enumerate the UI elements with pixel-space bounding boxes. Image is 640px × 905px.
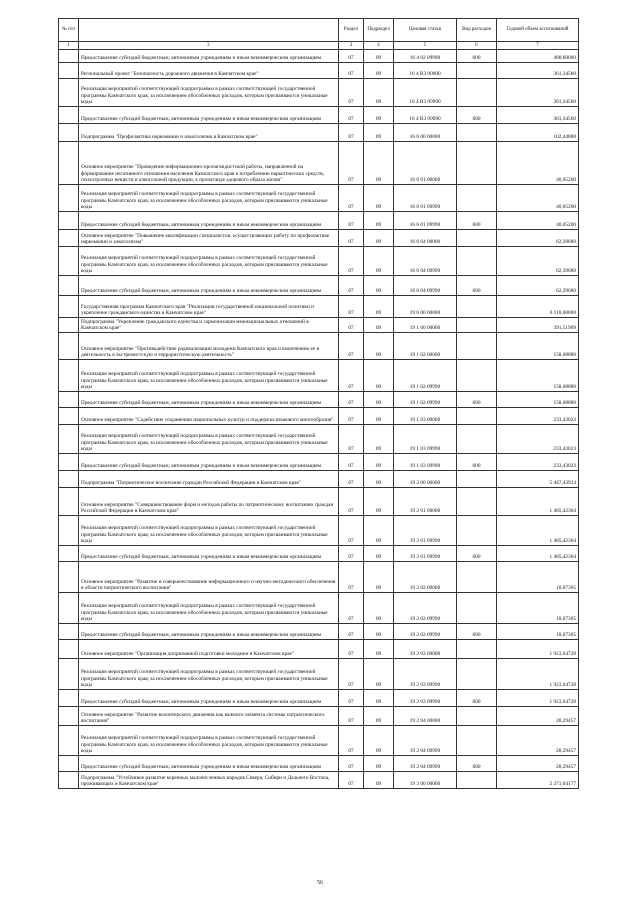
table-row <box>59 659 579 690</box>
sum-cell: 158,08886 <box>497 333 579 360</box>
num-cell <box>59 230 79 247</box>
razdel-cell: 07 <box>339 142 364 185</box>
sum-cell: 158,08886 <box>497 392 579 408</box>
vr-cell <box>457 408 497 425</box>
podrazdel-cell: 09 <box>364 142 394 185</box>
column-number: 5 <box>394 42 457 50</box>
table-row <box>59 690 579 707</box>
table-row <box>59 333 579 360</box>
sum-cell: 233,43023 <box>497 454 579 471</box>
name-cell: Основное мероприятие "Развитие и совершенствование информационного и научно-методического обеспечения в области патриотического воспитания" <box>79 562 339 593</box>
vr-cell: 600 <box>457 756 497 772</box>
vr-cell <box>457 333 497 360</box>
name-cell: Реализация мероприятий соответствующей подпрограммы в рамках соответствующей государственной программы Камчатского края, за исключением обособленных расходов, которым присваиваются уникальные коды <box>79 593 339 624</box>
num-cell <box>59 593 79 624</box>
razdel-cell: 07 <box>339 408 364 425</box>
vr-cell <box>457 772 497 789</box>
podrazdel-cell: 09 <box>364 640 394 659</box>
table-row <box>59 624 579 640</box>
podrazdel-cell: 09 <box>364 425 394 454</box>
column-number: 2 <box>79 42 339 50</box>
csr-cell: 19 1 00 00000 <box>394 318 457 333</box>
budget-table <box>58 18 579 789</box>
table-row <box>59 107 579 124</box>
razdel-cell: 07 <box>339 454 364 471</box>
name-cell: Региональный проект "Безопасность дорожного движения в Камчатском крае" <box>79 63 339 79</box>
table-header-row <box>59 19 579 42</box>
razdel-cell: 07 <box>339 562 364 593</box>
name-cell: Основное мероприятие "Развитие волонтерского движения как важного элемента системы патриотического воспитания" <box>79 707 339 726</box>
csr-cell: 19 2 02 00000 <box>394 562 457 593</box>
table-row <box>59 318 579 333</box>
sum-cell: 10,07365 <box>497 624 579 640</box>
name-cell: Реализация мероприятий соответствующей подпрограммы в рамках соответствующей государственной программы Камчатского края, за исключением обособленных расходов, которым присваиваются уникальные коды <box>79 726 339 756</box>
table-row <box>59 425 579 454</box>
csr-cell: 16 4 R3 09990 <box>394 107 457 124</box>
sum-cell: 233,43023 <box>497 408 579 425</box>
num-cell <box>59 107 79 124</box>
name-cell: Основное мероприятие "Совершенствование форм и методов работы по патриотическому воспитанию граждан Российской Федерации в Камчатском крае" <box>79 488 339 516</box>
razdel-cell: 07 <box>339 124 364 142</box>
podrazdel-cell: 09 <box>364 247 394 276</box>
num-cell <box>59 318 79 333</box>
num-cell <box>59 488 79 516</box>
column-number: 3 <box>339 42 364 50</box>
csr-cell: 19 1 02 09990 <box>394 392 457 408</box>
table-row <box>59 756 579 772</box>
name-cell: Предоставление субсидий бюджетным, автономным учреждениям и иным некоммерческим организациям <box>79 756 339 772</box>
vr-cell <box>457 593 497 624</box>
vr-cell <box>457 247 497 276</box>
razdel-cell: 07 <box>339 471 364 488</box>
num-cell <box>59 772 79 789</box>
num-cell <box>59 124 79 142</box>
razdel-cell: 07 <box>339 546 364 562</box>
razdel-cell: 07 <box>339 296 364 318</box>
name-cell: Предоставление субсидий бюджетным, автономным учреждениям и иным некоммерческим организациям <box>79 107 339 124</box>
sum-cell: 1 485,42364 <box>497 516 579 546</box>
vr-cell <box>457 185 497 212</box>
num-cell <box>59 360 79 392</box>
num-cell <box>59 408 79 425</box>
name-cell: Предоставление субсидий бюджетным, автономным учреждениям и иным некоммерческим организациям <box>79 454 339 471</box>
name-cell: Реализация мероприятий соответствующей подпрограммы в рамках соответствующей государственной программы Камчатского края, за исключением обособленных расходов, которым присваиваются уникальные коды <box>79 79 339 107</box>
razdel-cell: 07 <box>339 63 364 79</box>
num-cell <box>59 392 79 408</box>
table-row <box>59 63 579 79</box>
table-row <box>59 640 579 659</box>
razdel-cell: 07 <box>339 488 364 516</box>
sum-cell: 158,08886 <box>497 360 579 392</box>
razdel-cell: 07 <box>339 772 364 789</box>
csr-cell: 16 6 04 09990 <box>394 247 457 276</box>
name-cell: Предоставление субсидий бюджетным, автономным учреждениям и иным некоммерческим организациям <box>79 50 339 63</box>
sum-cell: 28,29457 <box>497 726 579 756</box>
vr-cell <box>457 726 497 756</box>
header-podrazdel: Подраздел <box>364 19 394 42</box>
header-name <box>79 19 339 42</box>
table-row <box>59 124 579 142</box>
num-cell <box>59 333 79 360</box>
vr-cell <box>457 79 497 107</box>
vr-cell <box>457 360 497 392</box>
num-cell <box>59 50 79 63</box>
column-number-row <box>59 42 579 50</box>
sum-cell: 62,39680 <box>497 276 579 296</box>
table-row <box>59 79 579 107</box>
podrazdel-cell: 09 <box>364 488 394 516</box>
podrazdel-cell: 09 <box>364 392 394 408</box>
table-row <box>59 488 579 516</box>
razdel-cell: 07 <box>339 690 364 707</box>
razdel-cell: 07 <box>339 726 364 756</box>
vr-cell: 600 <box>457 454 497 471</box>
header-csr: Целевая статья <box>394 19 457 42</box>
razdel-cell: 07 <box>339 50 364 63</box>
razdel-cell: 07 <box>339 516 364 546</box>
sum-cell: 1 923,64728 <box>497 659 579 690</box>
vr-cell <box>457 488 497 516</box>
table-row <box>59 230 579 247</box>
vr-cell: 600 <box>457 50 497 63</box>
header-num: № п/п <box>59 19 79 42</box>
vr-cell <box>457 659 497 690</box>
table-row <box>59 471 579 488</box>
razdel-cell: 07 <box>339 756 364 772</box>
razdel-cell: 07 <box>339 624 364 640</box>
sum-cell: 1 923,64728 <box>497 690 579 707</box>
csr-cell: 16 4 R3 09990 <box>394 79 457 107</box>
table-row <box>59 726 579 756</box>
csr-cell: 19 1 02 00000 <box>394 333 457 360</box>
name-cell: Основное мероприятие "Содействие сохранению национальных культур и поддержка языкового многообразия" <box>79 408 339 425</box>
vr-cell: 600 <box>457 624 497 640</box>
csr-cell: 16 6 04 00000 <box>394 230 457 247</box>
num-cell <box>59 79 79 107</box>
podrazdel-cell: 09 <box>364 79 394 107</box>
podrazdel-cell: 09 <box>364 707 394 726</box>
podrazdel-cell: 09 <box>364 124 394 142</box>
name-cell: Подпрограмма "Патриотическое воспитание граждан Российской Федерации в Камчатском крае" <box>79 471 339 488</box>
csr-cell: 16 6 01 09990 <box>394 185 457 212</box>
num-cell <box>59 471 79 488</box>
name-cell: Основное мероприятие "Противодействие радикализации молодежи Камчатского края и вовлечению ее в деятельность в экстремистскую и террористическую деятельность" <box>79 333 339 360</box>
vr-cell: 600 <box>457 690 497 707</box>
csr-cell: 19 2 04 00000 <box>394 707 457 726</box>
table-row <box>59 185 579 212</box>
podrazdel-cell: 09 <box>364 516 394 546</box>
vr-cell: 600 <box>457 546 497 562</box>
podrazdel-cell: 09 <box>364 333 394 360</box>
num-cell <box>59 425 79 454</box>
sum-cell: 28,29457 <box>497 707 579 726</box>
num-cell <box>59 185 79 212</box>
csr-cell: 16 4 R3 00000 <box>394 63 457 79</box>
name-cell: Предоставление субсидий бюджетным, автономным учреждениям и иным некоммерческим организациям <box>79 276 339 296</box>
csr-cell: 19 3 00 00000 <box>394 772 457 789</box>
table-row <box>59 546 579 562</box>
sum-cell: 10,07365 <box>497 562 579 593</box>
vr-cell <box>457 124 497 142</box>
name-cell: Реализация мероприятий соответствующей подпрограммы в рамках соответствующей государственной программы Камчатского края, за исключением обособленных расходов, которым присваиваются уникальные коды <box>79 185 339 212</box>
num-cell <box>59 546 79 562</box>
podrazdel-cell: 09 <box>364 471 394 488</box>
num-cell <box>59 454 79 471</box>
name-cell: Подпрограмма "Укрепление гражданского единства и гармонизация межнациональных отношений в Камчатском крае" <box>79 318 339 333</box>
podrazdel-cell: 09 <box>364 230 394 247</box>
vr-cell: 600 <box>457 276 497 296</box>
table-row <box>59 454 579 471</box>
table-row <box>59 707 579 726</box>
podrazdel-cell: 09 <box>364 546 394 562</box>
sum-cell: 6 110,00000 <box>497 296 579 318</box>
razdel-cell: 07 <box>339 185 364 212</box>
razdel-cell: 07 <box>339 247 364 276</box>
podrazdel-cell: 09 <box>364 63 394 79</box>
num-cell <box>59 276 79 296</box>
razdel-cell: 07 <box>339 212 364 230</box>
name-cell: Реализация мероприятий соответствующей подпрограммы в рамках соответствующей государственной программы Камчатского края, за исключением обособленных расходов, которым присваиваются уникальные коды <box>79 659 339 690</box>
podrazdel-cell: 09 <box>364 454 394 471</box>
csr-cell: 16 4 02 09990 <box>394 50 457 63</box>
sum-cell: 1 923,64728 <box>497 640 579 659</box>
podrazdel-cell: 09 <box>364 772 394 789</box>
page-number: 56 <box>317 880 323 886</box>
razdel-cell: 07 <box>339 392 364 408</box>
podrazdel-cell: 09 <box>364 593 394 624</box>
name-cell: Предоставление субсидий бюджетным, автономным учреждениям и иным некоммерческим организациям <box>79 624 339 640</box>
sum-cell: 361,34560 <box>497 79 579 107</box>
csr-cell: 19 2 03 09990 <box>394 690 457 707</box>
podrazdel-cell: 09 <box>364 690 394 707</box>
sum-cell: 1 485,42364 <box>497 546 579 562</box>
razdel-cell: 07 <box>339 107 364 124</box>
num-cell <box>59 63 79 79</box>
num-cell <box>59 640 79 659</box>
podrazdel-cell: 09 <box>364 659 394 690</box>
num-cell <box>59 516 79 546</box>
podrazdel-cell: 09 <box>364 296 394 318</box>
num-cell <box>59 756 79 772</box>
vr-cell <box>457 63 497 79</box>
sum-cell: 233,43023 <box>497 425 579 454</box>
vr-cell: 600 <box>457 107 497 124</box>
csr-cell: 19 2 01 09990 <box>394 516 457 546</box>
name-cell: Государственная программа Камчатского края "Реализация государственной национальной политики и укрепление гражданского единства в Камчатском крае" <box>79 296 339 318</box>
razdel-cell: 07 <box>339 593 364 624</box>
vr-cell <box>457 296 497 318</box>
vr-cell <box>457 640 497 659</box>
podrazdel-cell: 09 <box>364 360 394 392</box>
podrazdel-cell: 09 <box>364 318 394 333</box>
sum-cell: 361,34560 <box>497 107 579 124</box>
table-row <box>59 392 579 408</box>
name-cell: Реализация мероприятий соответствующей подпрограммы в рамках соответствующей государственной программы Камчатского края, за исключением обособленных расходов, которым присваиваются уникальные коды <box>79 516 339 546</box>
sum-cell: 5 447,43914 <box>497 471 579 488</box>
razdel-cell: 07 <box>339 360 364 392</box>
column-number: 6 <box>457 42 497 50</box>
razdel-cell: 07 <box>339 640 364 659</box>
sum-cell: 62,39680 <box>497 247 579 276</box>
sum-cell: 28,29457 <box>497 756 579 772</box>
num-cell <box>59 726 79 756</box>
num-cell <box>59 624 79 640</box>
podrazdel-cell: 09 <box>364 756 394 772</box>
name-cell: Основное мероприятие "Проведение информационно-пропагандистской работы, направленной на формирование негативного отношения населения Камчатского края к потреблению наркотических средств, психотропных веществ и алкогольной продукции, к пропаганде здорового образа жизни" <box>79 142 339 185</box>
budget-page <box>58 18 578 789</box>
podrazdel-cell: 09 <box>364 185 394 212</box>
csr-cell: 19 1 03 09990 <box>394 454 457 471</box>
name-cell: Подпрограмма "Устойчивое развитие коренных малочисленных народов Севера, Сибири и Дальнего Востока, проживающих в Камчатском крае" <box>79 772 339 789</box>
column-number: 7 <box>497 42 579 50</box>
podrazdel-cell: 09 <box>364 276 394 296</box>
header-razdel: Раздел <box>339 19 364 42</box>
name-cell: Предоставление субсидий бюджетным, автономным учреждениям и иным некоммерческим организациям <box>79 212 339 230</box>
header-vr: Вид расходов <box>457 19 497 42</box>
sum-cell: 1 485,42364 <box>497 488 579 516</box>
csr-cell: 19 2 00 00000 <box>394 471 457 488</box>
table-row <box>59 360 579 392</box>
sum-cell: 391,51909 <box>497 318 579 333</box>
podrazdel-cell: 09 <box>364 624 394 640</box>
num-cell <box>59 659 79 690</box>
razdel-cell: 07 <box>339 79 364 107</box>
vr-cell <box>457 707 497 726</box>
table-row <box>59 276 579 296</box>
name-cell: Реализация мероприятий соответствующей подпрограммы в рамках соответствующей государственной программы Камчатского края, за исключением обособленных расходов, которым присваиваются уникальные коды <box>79 425 339 454</box>
table-row <box>59 142 579 185</box>
razdel-cell: 07 <box>339 318 364 333</box>
num-cell <box>59 707 79 726</box>
vr-cell <box>457 562 497 593</box>
sum-cell: 2 271,04177 <box>497 772 579 789</box>
name-cell: Реализация мероприятий соответствующей подпрограммы в рамках соответствующей государственной программы Камчатского края, за исключением обособленных расходов, которым присваиваются уникальные коды <box>79 360 339 392</box>
sum-cell: 488,60000 <box>497 50 579 63</box>
name-cell: Основное мероприятие "Повышение квалификации специалистов, осуществляющих работу по профилактике наркомании и алкоголизма" <box>79 230 339 247</box>
razdel-cell: 07 <box>339 707 364 726</box>
sum-cell: 62,39680 <box>497 230 579 247</box>
csr-cell: 19 2 03 00000 <box>394 640 457 659</box>
csr-cell: 19 2 04 09990 <box>394 726 457 756</box>
csr-cell: 16 6 01 09990 <box>394 212 457 230</box>
table-body <box>59 50 579 789</box>
csr-cell: 19 1 03 00000 <box>394 408 457 425</box>
csr-cell: 19 2 02 09990 <box>394 624 457 640</box>
num-cell <box>59 247 79 276</box>
csr-cell: 19 0 00 00000 <box>394 296 457 318</box>
vr-cell: 600 <box>457 392 497 408</box>
num-cell <box>59 690 79 707</box>
table-row <box>59 516 579 546</box>
podrazdel-cell: 09 <box>364 50 394 63</box>
name-cell: Основное мероприятие "Организация допризывной подготовки молодежи в Камчатском крае" <box>79 640 339 659</box>
podrazdel-cell: 09 <box>364 107 394 124</box>
vr-cell <box>457 230 497 247</box>
csr-cell: 19 2 02 09990 <box>394 593 457 624</box>
csr-cell: 19 1 02 09990 <box>394 360 457 392</box>
table-row <box>59 562 579 593</box>
csr-cell: 16 6 00 00000 <box>394 124 457 142</box>
csr-cell: 19 2 01 09990 <box>394 546 457 562</box>
razdel-cell: 07 <box>339 659 364 690</box>
name-cell: Предоставление субсидий бюджетным, автономным учреждениям и иным некоммерческим организациям <box>79 392 339 408</box>
column-number: 1 <box>59 42 79 50</box>
csr-cell: 19 1 03 09990 <box>394 425 457 454</box>
razdel-cell: 07 <box>339 230 364 247</box>
csr-cell: 16 6 01 00000 <box>394 142 457 185</box>
sum-cell: 40,05200 <box>497 212 579 230</box>
vr-cell <box>457 516 497 546</box>
vr-cell: 600 <box>457 212 497 230</box>
vr-cell <box>457 471 497 488</box>
name-cell: Предоставление субсидий бюджетным, автономным учреждениям и иным некоммерческим организациям <box>79 690 339 707</box>
sum-cell: 361,34560 <box>497 63 579 79</box>
vr-cell <box>457 318 497 333</box>
csr-cell: 16 6 04 09990 <box>394 276 457 296</box>
sum-cell: 10,07365 <box>497 593 579 624</box>
podrazdel-cell: 09 <box>364 408 394 425</box>
name-cell: Подпрограмма "Профилактика наркомании и алкоголизма в Камчатском крае" <box>79 124 339 142</box>
table-row <box>59 593 579 624</box>
table-row <box>59 296 579 318</box>
header-sum: Годовой объем ассигнований <box>497 19 579 42</box>
csr-cell: 19 2 04 09990 <box>394 756 457 772</box>
podrazdel-cell: 09 <box>364 726 394 756</box>
vr-cell <box>457 142 497 185</box>
num-cell <box>59 142 79 185</box>
razdel-cell: 07 <box>339 425 364 454</box>
podrazdel-cell: 09 <box>364 562 394 593</box>
razdel-cell: 07 <box>339 333 364 360</box>
sum-cell: 102,44880 <box>497 124 579 142</box>
vr-cell <box>457 425 497 454</box>
num-cell <box>59 562 79 593</box>
num-cell <box>59 296 79 318</box>
table-row <box>59 212 579 230</box>
table-row <box>59 247 579 276</box>
podrazdel-cell: 09 <box>364 212 394 230</box>
name-cell: Предоставление субсидий бюджетным, автономным учреждениям и иным некоммерческим организациям <box>79 546 339 562</box>
table-row <box>59 50 579 63</box>
column-number: 4 <box>364 42 394 50</box>
table-row <box>59 772 579 789</box>
csr-cell: 19 2 03 09990 <box>394 659 457 690</box>
csr-cell: 19 2 01 00000 <box>394 488 457 516</box>
sum-cell: 40,05200 <box>497 185 579 212</box>
name-cell: Реализация мероприятий соответствующей подпрограммы в рамках соответствующей государственной программы Камчатского края, за исключением обособленных расходов, которым присваиваются уникальные коды <box>79 247 339 276</box>
sum-cell: 40,05200 <box>497 142 579 185</box>
num-cell <box>59 212 79 230</box>
table-row <box>59 408 579 425</box>
razdel-cell: 07 <box>339 276 364 296</box>
